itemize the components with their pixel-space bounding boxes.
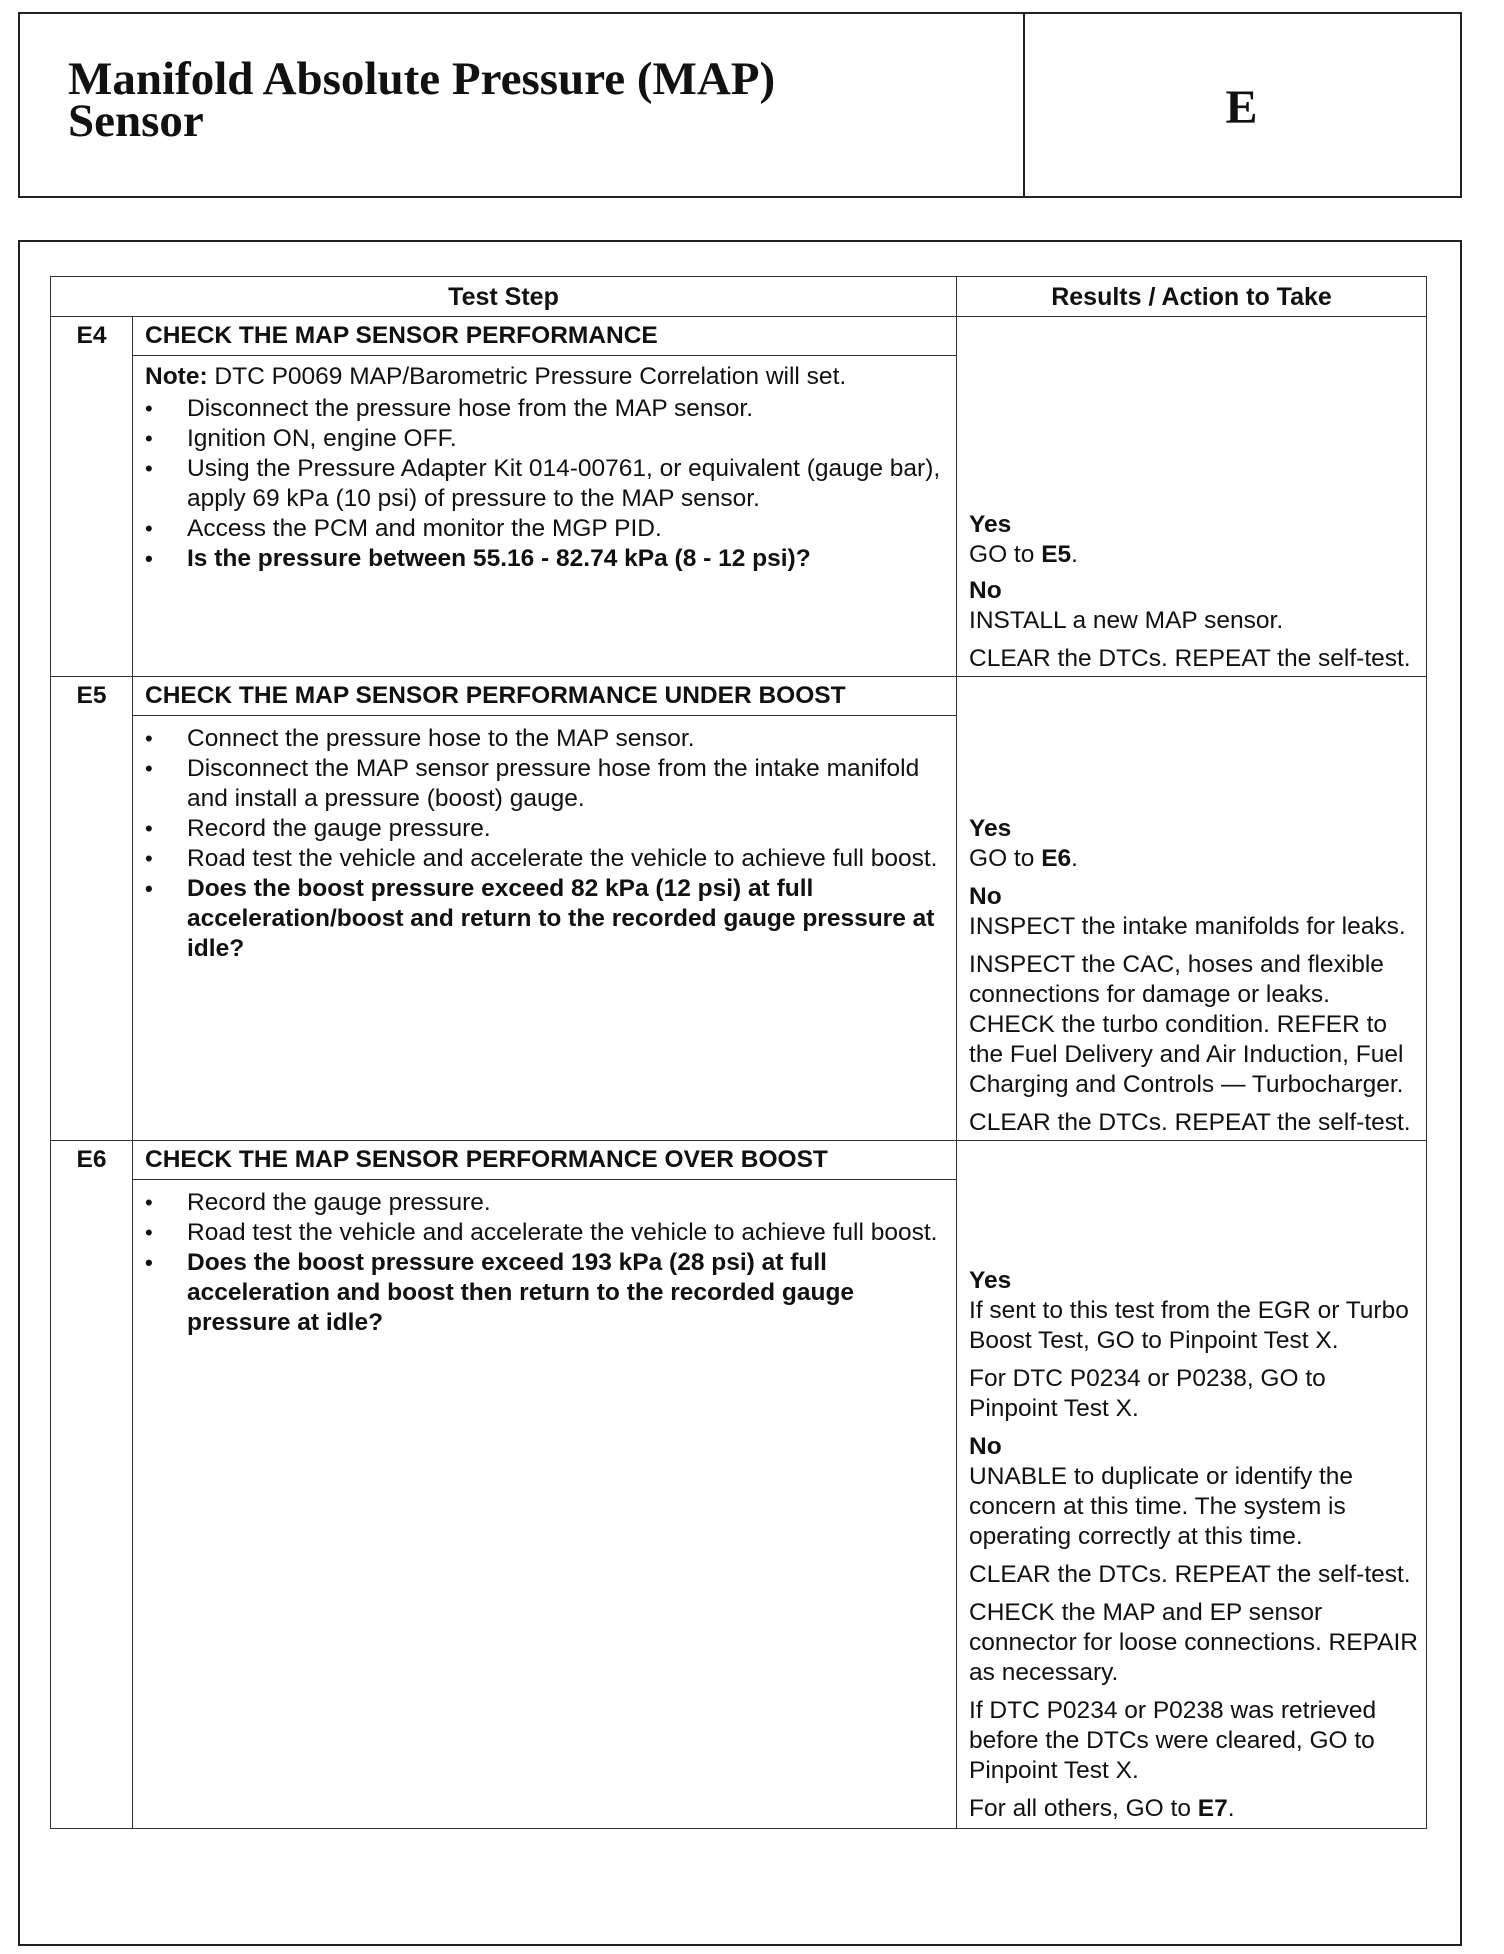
results-header: Results / Action to Take <box>957 277 1427 317</box>
step-ref-link[interactable]: E7 <box>1197 1795 1228 1822</box>
step-instruction: • Disconnect the pressure hose from the MAP sensor. <box>145 394 942 424</box>
step-id-spacer <box>51 1180 133 1829</box>
yes-action: For DTC P0234 or P0238, GO to Pinpoint Test X. <box>969 1365 1326 1422</box>
no-label: No <box>969 577 1002 604</box>
step-id: E6 <box>51 1141 133 1180</box>
no-action: INSPECT the intake manifolds for leaks. <box>969 913 1406 940</box>
step-title-row <box>51 1141 1427 1180</box>
step-id: E4 <box>51 317 133 356</box>
step-body <box>133 716 957 1141</box>
step-title: CHECK THE MAP SENSOR PERFORMANCE UNDER BOOST <box>133 677 957 716</box>
step-body <box>133 356 957 677</box>
step-instruction: • Record the gauge pressure. <box>145 814 942 844</box>
test-step-table <box>50 276 1427 1829</box>
final-action: For all others, GO to E7. <box>969 1795 1235 1822</box>
step-bullets <box>145 724 942 964</box>
yes-action: GO to E6. <box>969 845 1078 872</box>
title-line-1: Manifold Absolute Pressure (MAP) <box>68 53 776 105</box>
yes-action: GO to E5. <box>969 541 1078 568</box>
no-action: CLEAR the DTCs. REPEAT the self-test. <box>969 645 1411 672</box>
section-code: E <box>1225 80 1258 134</box>
no-action: If DTC P0234 or P0238 was retrieved before the DTCs were cleared, GO to Pinpoint Test X. <box>969 1697 1377 1784</box>
step-instruction: • Road test the vehicle and accelerate the vehicle to achieve full boost. <box>145 844 942 874</box>
step-note: Note: DTC P0069 MAP/Barometric Pressure Correlation will set. <box>145 363 847 390</box>
step-title: CHECK THE MAP SENSOR PERFORMANCE <box>133 317 957 356</box>
step-body <box>133 1180 957 1829</box>
step-id: E5 <box>51 677 133 716</box>
yes-label: Yes <box>969 1267 1012 1294</box>
no-action: INSPECT the CAC, hoses and flexible connections for damage or leaks. CHECK the turbo condition. REFER to the Fuel Delivery and Air Induction, Fuel Charging and Controls — Turbocharger. <box>969 951 1404 1098</box>
table-header-row <box>51 277 1427 317</box>
title-cell <box>20 14 1025 196</box>
title-line-2: Sensor <box>68 95 204 147</box>
step-id-spacer <box>51 356 133 677</box>
page-title <box>68 53 776 147</box>
yes-action: If sent to this test from the EGR or Turbo Boost Test, GO to Pinpoint Test X. <box>969 1297 1409 1354</box>
step-instruction: • Road test the vehicle and accelerate the vehicle to achieve full boost. <box>145 1218 942 1248</box>
step-instruction: • Record the gauge pressure. <box>145 1188 942 1218</box>
page-header <box>18 12 1462 198</box>
step-title-row <box>51 677 1427 716</box>
step-bullets <box>145 1188 942 1338</box>
step-results <box>957 677 1427 1141</box>
no-label: No <box>969 1433 1002 1460</box>
no-action: CLEAR the DTCs. REPEAT the self-test. <box>969 1109 1411 1136</box>
step-question: • Does the boost pressure exceed 193 kPa (28 psi) at full acceleration and boost then return to the recorded gauge pressure at idle? <box>145 1248 942 1338</box>
step-ref-link[interactable]: E6 <box>1041 845 1072 872</box>
no-label: No <box>969 883 1002 910</box>
step-instruction: • Connect the pressure hose to the MAP sensor. <box>145 724 942 754</box>
step-results <box>957 317 1427 677</box>
no-action: UNABLE to duplicate or identify the concern at this time. The system is operating correctly at this time. <box>969 1463 1354 1550</box>
step-instruction: • Disconnect the MAP sensor pressure hose from the intake manifold and install a pressure (boost) gauge. <box>145 754 942 814</box>
step-bullets <box>145 394 942 574</box>
yes-label: Yes <box>969 511 1012 538</box>
test-step-header: Test Step <box>51 277 957 317</box>
step-instruction: • Access the PCM and monitor the MGP PID. <box>145 514 942 544</box>
no-action: CHECK the MAP and EP sensor connector for loose connections. REPAIR as necessary. <box>969 1599 1418 1686</box>
no-action: CLEAR the DTCs. REPEAT the self-test. <box>969 1561 1411 1588</box>
step-instruction: • Ignition ON, engine OFF. <box>145 424 942 454</box>
no-action: INSTALL a new MAP sensor. <box>969 607 1284 634</box>
step-question: • Is the pressure between 55.16 - 82.74 kPa (8 - 12 psi)? <box>145 544 942 574</box>
step-title-row <box>51 317 1427 356</box>
step-instruction: • Using the Pressure Adapter Kit 014-00761, or equivalent (gauge bar), apply 69 kPa (10 psi) of pressure to the MAP sensor. <box>145 454 942 514</box>
step-ref-link[interactable]: E5 <box>1041 541 1072 568</box>
yes-label: Yes <box>969 815 1012 842</box>
step-question: • Does the boost pressure exceed 82 kPa (12 psi) at full acceleration/boost and return to the recorded gauge pressure at idle? <box>145 874 942 964</box>
step-id-spacer <box>51 716 133 1141</box>
step-title: CHECK THE MAP SENSOR PERFORMANCE OVER BOOST <box>133 1141 957 1180</box>
step-results <box>957 1141 1427 1829</box>
